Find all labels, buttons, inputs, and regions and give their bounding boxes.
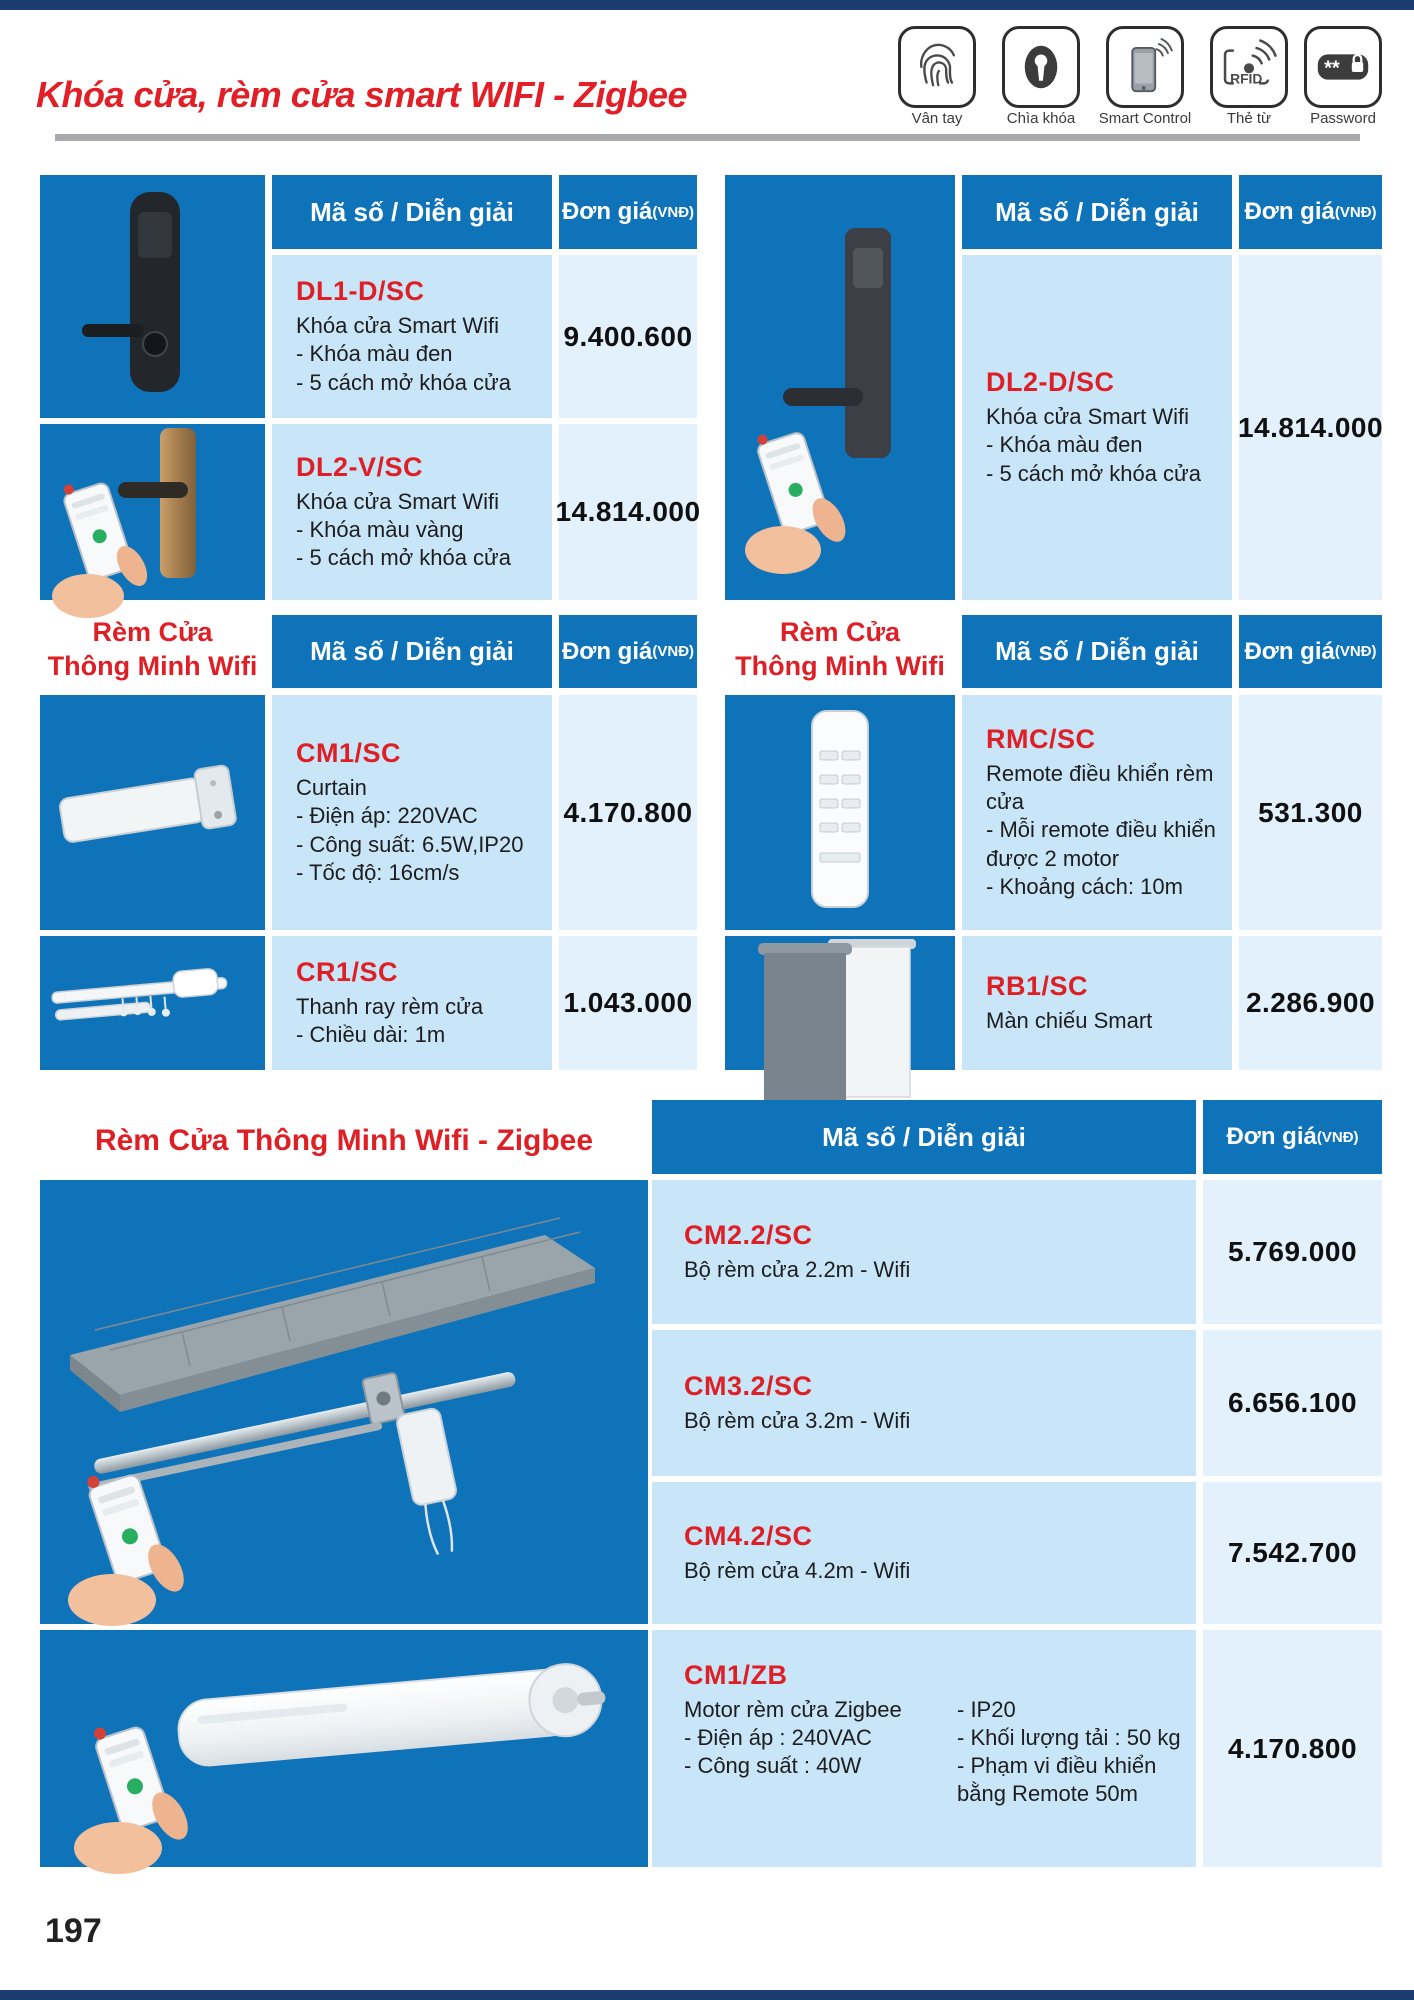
product-price: 2.286.900 [1245, 987, 1376, 1018]
smartphone-glyph [1117, 37, 1173, 97]
product-code: CM2.2/SC [684, 1219, 813, 1250]
photo-panel-zigbee-motor [40, 1630, 648, 1867]
product-desc-line: Curtain [296, 775, 367, 801]
spec-column-left [684, 1696, 939, 1809]
product-price: 531.300 [1258, 796, 1363, 828]
zigbee-motor-photo [40, 1630, 648, 1867]
product-desc-line: - 5 cách mở khóa cửa [296, 545, 512, 571]
section-heading-line: Rèm Cửa [92, 617, 213, 648]
product-price: 14.814.000 [555, 496, 701, 527]
product-price-cell [1203, 1482, 1382, 1624]
product-desc-line: - Mỗi remote điều khiển được 2 motor [986, 817, 1216, 871]
product-desc-line: Bộ rèm cửa 4.2m - Wifi [684, 1557, 911, 1583]
product-price-cell [1239, 695, 1382, 930]
product-code: RB1/SC [986, 970, 1089, 1001]
product-desc-cm22-sc [652, 1180, 1196, 1324]
product-price: 4.170.800 [1227, 1732, 1358, 1764]
roller-blind-photo [740, 923, 940, 1123]
product-desc-dl2-v-sc [272, 424, 552, 600]
product-price-cell [1203, 1330, 1382, 1476]
title-divider [55, 134, 1360, 141]
price-header-label: Đơn giá [1244, 637, 1335, 665]
door-lock-black-photo [68, 184, 238, 409]
product-price-cell [559, 255, 697, 418]
door-lock-dark-photo [725, 198, 955, 578]
product-code: CM3.2/SC [684, 1370, 813, 1401]
photo-cell-lock-dark-handle [725, 175, 955, 600]
photo-cell-lock-gold [40, 424, 265, 600]
page-number: 197 [45, 1912, 102, 1950]
fingerprint-label: Vân tay [911, 110, 963, 127]
product-price-cell [559, 695, 697, 930]
product-desc-line: - Điện áp: 220VAC [296, 803, 478, 829]
product-desc-line: Motor rèm cửa Zigbee [684, 1697, 902, 1722]
photo-cell-lock-black [40, 175, 265, 418]
product-desc-cm1-zb [652, 1630, 1196, 1867]
product-price: 5.769.000 [1227, 1236, 1358, 1267]
product-price-cell [1203, 1180, 1382, 1324]
product-price: 6.656.100 [1227, 1387, 1358, 1418]
password-label: Password [1310, 110, 1376, 127]
price-unit-label: (VNĐ) [1316, 1128, 1359, 1146]
product-desc-line: - Chiều dài: 1m [296, 1022, 446, 1047]
product-code: CM1/SC [296, 738, 402, 769]
product-price: 14.814.000 [1237, 411, 1384, 443]
key-label: Chìa khóa [1006, 110, 1076, 127]
code-desc-header-label: Mã số / Diễn giải [995, 196, 1199, 227]
key-glyph [1016, 38, 1066, 96]
product-code: DL2-V/SC [296, 451, 424, 482]
photo-cell-curtain-motor [40, 695, 265, 930]
product-desc-line: - Khóa màu vàng [296, 516, 464, 542]
code-desc-header [962, 615, 1232, 688]
product-desc-line: - Khoảng cách: 10m [986, 873, 1183, 899]
price-header [1239, 615, 1382, 688]
price-unit-label: (VNĐ) [652, 643, 695, 660]
the-tu-label: Thẻ từ [1226, 110, 1272, 127]
door-lock-gold-photo [40, 424, 265, 624]
product-desc-line: Khóa cửa Smart Wifi [986, 404, 1190, 430]
product-desc-line: - Điện áp : 240VAC [684, 1725, 872, 1751]
product-desc-line: - Phạm vi điều khiển bằng Remote 50m [957, 1753, 1157, 1807]
code-desc-header [272, 615, 552, 688]
product-desc-rb1-sc [962, 936, 1232, 1070]
product-desc-cm1-sc [272, 695, 552, 930]
top-border-bar [0, 0, 1414, 10]
section-heading-curtain-wifi-right [725, 612, 955, 688]
spec-column-right [957, 1696, 1186, 1809]
price-unit-label: (VNĐ) [652, 203, 695, 221]
product-desc-cr1-sc [272, 936, 552, 1070]
product-price-cell [1203, 1630, 1382, 1867]
hand-phone-photo [68, 1463, 191, 1626]
product-desc-line: - Công suất: 6.5W,IP20 [296, 831, 524, 857]
product-desc-line: - 5 cách mở khóa cửa [986, 460, 1202, 486]
price-header-label: Đơn giá [1244, 198, 1335, 225]
price-header-label: Đơn giá [1226, 1123, 1317, 1150]
password-glyph [1314, 39, 1372, 95]
curtain-rail-photo [45, 948, 260, 1058]
product-price-cell [1239, 936, 1382, 1070]
price-header [1203, 1100, 1382, 1174]
product-desc-rmc-sc [962, 695, 1232, 930]
price-header-label: Đơn giá [561, 637, 653, 665]
product-price-cell [1239, 255, 1382, 600]
code-desc-header [272, 175, 552, 249]
photo-panel-curtain-system [40, 1180, 648, 1624]
product-desc-dl2-d-sc [962, 255, 1232, 600]
product-desc-line: Màn chiếu Smart [986, 1007, 1153, 1033]
smartphone-wifi-icon [1106, 26, 1184, 108]
code-desc-header-label: Mã số / Diễn giải [310, 196, 514, 227]
product-code: DL2-D/SC [986, 367, 1115, 398]
rfid-card-icon [1210, 26, 1288, 108]
product-price: 1.043.000 [563, 987, 693, 1018]
price-unit-label: (VNĐ) [1334, 643, 1377, 660]
product-desc-line: Bộ rèm cửa 2.2m - Wifi [684, 1256, 911, 1282]
product-price: 9.400.600 [563, 320, 693, 352]
bottom-border-bar [0, 1990, 1414, 2000]
product-desc-line: - Khóa màu đen [986, 432, 1143, 458]
smart-control-label: Smart Control [1098, 110, 1192, 127]
section-heading-zigbee: Rèm Cửa Thông Minh Wifi - Zigbee [94, 1124, 594, 1157]
price-header [1239, 175, 1382, 249]
code-desc-header-label: Mã số / Diễn giải [995, 636, 1199, 666]
product-desc-line: Bộ rèm cửa 3.2m - Wifi [684, 1407, 911, 1433]
product-code: RMC/SC [986, 724, 1096, 755]
code-desc-header-label: Mã số / Diễn giải [310, 636, 514, 666]
product-desc-line: - Tốc độ: 16cm/s [296, 859, 460, 885]
product-desc-line: - Khóa màu đen [296, 341, 453, 367]
photo-cell-curtain-rail [40, 936, 265, 1070]
product-price: 4.170.800 [563, 796, 693, 828]
section-heading-line: Rèm Cửa [779, 617, 901, 648]
product-desc-cm32-sc [652, 1330, 1196, 1476]
fingerprint-icon [898, 26, 976, 108]
product-price: 7.542.700 [1227, 1537, 1358, 1568]
price-header-label: Đơn giá [561, 198, 653, 225]
product-code: DL1-D/SC [296, 276, 425, 307]
product-desc-line: Thanh ray rèm cửa [296, 993, 484, 1019]
product-desc-line: - 5 cách mở khóa cửa [296, 369, 512, 395]
hand-phone-photo [745, 422, 852, 573]
product-desc-line: - Công suất : 40W [684, 1753, 862, 1779]
product-desc-line: - IP20 [957, 1697, 1016, 1722]
product-code: CM1/ZB [684, 1660, 788, 1690]
product-desc-dl1-d-sc [272, 255, 552, 418]
price-header [559, 175, 697, 249]
product-code: CM4.2/SC [684, 1520, 813, 1551]
product-price-cell [555, 424, 701, 600]
price-unit-label: (VNĐ) [1334, 203, 1377, 221]
section-heading-line: Thông Minh Wifi [735, 651, 945, 681]
password-icon [1304, 26, 1382, 108]
code-desc-header [652, 1100, 1196, 1174]
section-heading-curtain-wifi-left [40, 612, 265, 688]
product-desc-cm42-sc [652, 1482, 1196, 1624]
remote-control-photo [780, 703, 900, 923]
key-icon [1002, 26, 1080, 108]
product-desc-line: Khóa cửa Smart Wifi [296, 313, 500, 339]
rfid-glyph [1221, 38, 1277, 96]
product-desc-line: - Khối lượng tải : 50 kg [957, 1725, 1181, 1751]
photo-cell-remote [725, 695, 955, 930]
product-desc-line: Khóa cửa Smart Wifi [296, 488, 500, 514]
product-desc-line: Remote điều khiển rèm cửa [986, 761, 1214, 815]
svg-text:**: ** [1324, 57, 1340, 80]
code-desc-header-label: Mã số / Diễn giải [822, 1121, 1026, 1152]
section-heading-line: Thông Minh Wifi [47, 651, 258, 681]
code-desc-header [962, 175, 1232, 249]
hand-phone-photo [74, 1715, 195, 1874]
product-price-cell [559, 936, 697, 1070]
price-header [559, 615, 697, 688]
product-code: CR1/SC [296, 956, 399, 987]
fingerprint-glyph [911, 38, 963, 96]
curtain-motor-photo [48, 733, 258, 893]
curtain-system-photo [40, 1180, 648, 1624]
page-title: Khóa cửa, rèm cửa smart WIFI - Zigbee [36, 74, 688, 115]
svg-text:RFID: RFID [1230, 70, 1263, 87]
photo-cell-roller-blind [725, 936, 955, 1070]
